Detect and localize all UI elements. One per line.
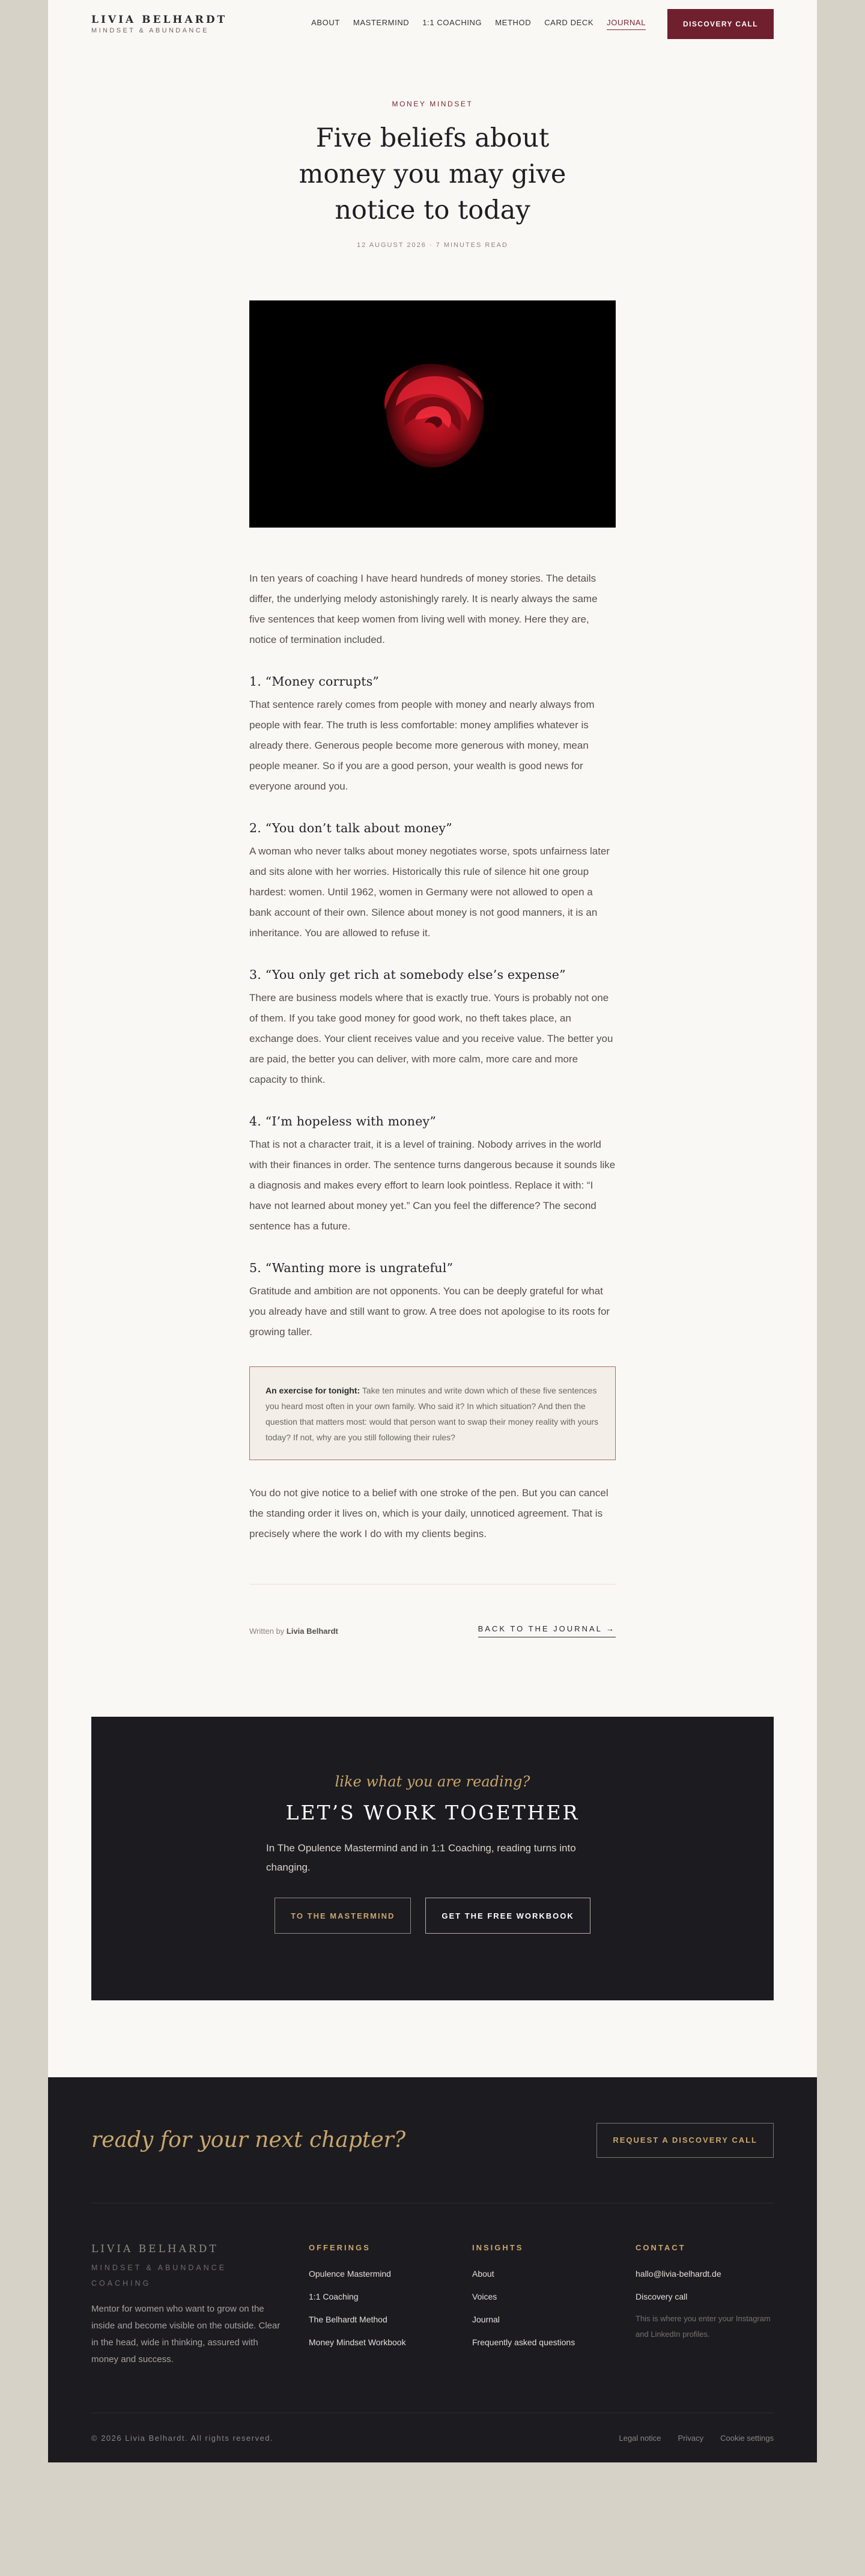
section-body-1: That sentence rarely comes from people with money and nearly always from people with fear. The truth is less comfortable: money amplifies whatever is already there. Generous people become more generous with money, mean people meaner. So if you are a good person, your wealth is good news for everyone around you. [249, 699, 595, 792]
footer-contact-note: This is where you enter your Instagram and LinkedIn profiles. [636, 2314, 771, 2339]
footer-brand-name: LIVIA BELHARDT [91, 2243, 219, 2255]
footer-link-voices[interactable]: Voices [472, 2292, 497, 2301]
brand-name: LIVIA BELHARDT [91, 14, 228, 26]
site-footer [48, 2077, 817, 2462]
free-workbook-button[interactable]: GET THE FREE WORKBOOK [425, 1898, 590, 1934]
footer-insights-list [472, 2268, 636, 2348]
cta-content [266, 1773, 599, 1934]
footer-contact-heading: CONTACT [636, 2243, 686, 2252]
article-body [249, 568, 616, 1544]
byline-prefix: Written by [249, 1626, 287, 1636]
footer-link-mastermind[interactable]: Opulence Mastermind [309, 2269, 391, 2279]
footer-link-workbook[interactable]: Money Mindset Workbook [309, 2337, 406, 2347]
footer-link-about[interactable]: About [472, 2269, 494, 2279]
legal-notice-link[interactable]: Legal notice [619, 2433, 661, 2443]
nav-link-method[interactable]: METHOD [495, 18, 532, 27]
footer-brand-column [91, 2243, 309, 2368]
article-category[interactable]: MONEY MINDSET [392, 100, 473, 108]
section-heading-5: 5. “Wanting more is ungrateful” [249, 1261, 454, 1275]
cta-buttons [266, 1898, 599, 1934]
cta-text: In The Opulence Mastermind and in 1:1 Coaching, reading turns into changing. [266, 1842, 576, 1873]
section-heading-1: 1. “Money corrupts” [249, 674, 380, 689]
footer-email-link[interactable]: hallo@livia-belhardt.de [636, 2269, 721, 2279]
footer-contact-column [636, 2243, 774, 2368]
nav-link-about[interactable]: ABOUT [311, 18, 340, 27]
footer-link-coaching[interactable]: 1:1 Coaching [309, 2292, 359, 2301]
mastermind-button[interactable]: TO THE MASTERMIND [275, 1898, 411, 1934]
section-body-2: A woman who never talks about money negotiates worse, spots unfairness later and sits alone with her worries. Historically this rule of silence hit one group hardest: women. Until 1962, women in Germany were not allowed to open a bank account of their own. Silence about money is not good manners, it is an inheritance. You are allowed to refuse it. [249, 845, 610, 939]
footer-contact-list [636, 2268, 774, 2303]
back-to-journal-link[interactable]: BACK TO THE JOURNAL → [478, 1624, 616, 1637]
work-together-cta [91, 1717, 774, 2000]
hero-image [249, 300, 616, 528]
brand-tagline: MINDSET & ABUNDANCE [91, 27, 209, 34]
cta-title: LET’S WORK TOGETHER [285, 1801, 580, 1824]
article-header [48, 48, 817, 249]
section-body-3: There are business models where that is exactly true. Yours is probably not one of them. If you take good money for good work, no theft takes place, an exchange does. Your client receives value and you receive value. The better you are paid, the better you can deliver, with more calm, more care and more capacity to think. [249, 992, 613, 1085]
byline-author: Livia Belhardt [286, 1626, 338, 1636]
cta-italic-heading: like what you are reading? [335, 1773, 530, 1790]
footer-brand-tagline: MINDSET & ABUNDANCE COACHING [91, 2264, 227, 2288]
footer-link-journal[interactable]: Journal [472, 2315, 500, 2324]
footer-cta-row [91, 2077, 774, 2203]
nav-link-card-deck[interactable]: CARD DECK [544, 18, 594, 27]
footer-tagline: ready for your next chapter? [91, 2128, 406, 2152]
exercise-text: Take ten minutes and write down which of these five sentences you heard most often in your own family. Who said it? In which situation? And then the question that matters most: would that person want to swap their money reality with yours today? If not, why are you still following their rules? [266, 1386, 599, 1442]
section-body-5: Gratitude and ambition are not opponents. You can be deeply grateful for what you already have and still want to grow. A tree does not apologise to its roots for growing taller. [249, 1285, 610, 1338]
footer-offerings-column [309, 2243, 472, 2368]
exercise-callout [249, 1366, 616, 1460]
footer-link-method[interactable]: The Belhardt Method [309, 2315, 387, 2324]
section-body-4: That is not a character trait, it is a level of training. Nobody arrives in the world with their finances in order. The sentence turns dangerous because it sounds like a diagnosis and makes every effort to learn look pointless. Replace it with: “I have not learned about money yet.” Can you feel the difference? The second sentence has a future. [249, 1139, 616, 1232]
footer-columns [91, 2203, 774, 2413]
section-heading-3: 3. “You only get rich at somebody else’s expense” [249, 967, 566, 982]
article-meta: 12 AUGUST 2026 · 7 MINUTES READ [357, 242, 508, 249]
nav-link-journal[interactable]: JOURNAL [607, 18, 646, 30]
footer-bottom-bar [91, 2413, 774, 2462]
exercise-label: An exercise for tonight: [266, 1386, 360, 1395]
article-closing: You do not give notice to a belief with one stroke of the pen. But you can cancel the standing order it lives on, which is your daily, unnoticed agreement. That is precisely where the work I do with my clients begins. [249, 1487, 609, 1539]
article-footer [249, 1584, 616, 1637]
page [48, 0, 817, 2462]
article-title: Five beliefs about money you may give notice to today [299, 123, 566, 225]
red-rose-image [249, 300, 616, 528]
footer-insights-column [472, 2243, 636, 2368]
nav-link-mastermind[interactable]: MASTERMIND [353, 18, 410, 27]
legal-links [619, 2434, 774, 2443]
discovery-call-button[interactable]: DISCOVERY CALL [667, 9, 774, 39]
footer-discovery-call-link[interactable]: Discovery call [636, 2292, 688, 2301]
main-nav [311, 18, 646, 30]
footer-link-faq[interactable]: Frequently asked questions [472, 2337, 575, 2347]
footer-description: Mentor for women who want to grow on the inside and become visible on the outside. Clear in the head, wide in thinking, assured with money and success. [91, 2304, 281, 2364]
section-heading-4: 4. “I’m hopeless with money” [249, 1114, 437, 1128]
cookie-settings-link[interactable]: Cookie settings [720, 2433, 774, 2443]
site-header [48, 0, 817, 48]
request-discovery-call-button[interactable]: REQUEST A DISCOVERY CALL [596, 2123, 774, 2158]
copyright: © 2026 Livia Belhardt. All rights reserved. [91, 2433, 274, 2443]
brand-logo[interactable] [91, 14, 227, 34]
article-intro: In ten years of coaching I have heard hundreds of money stories. The details differ, the underlying melody astonishingly rarely. It is nearly always the same five sentences that keep women from living well with money. Here they are, notice of termination included. [249, 573, 598, 645]
footer-offerings-list [309, 2268, 472, 2348]
nav-link-coaching[interactable]: 1:1 COACHING [422, 18, 482, 27]
footer-insights-heading: INSIGHTS [472, 2243, 524, 2252]
footer-offerings-heading: OFFERINGS [309, 2243, 371, 2252]
byline [249, 1627, 338, 1636]
section-heading-2: 2. “You don’t talk about money” [249, 821, 452, 835]
privacy-link[interactable]: Privacy [678, 2433, 704, 2443]
